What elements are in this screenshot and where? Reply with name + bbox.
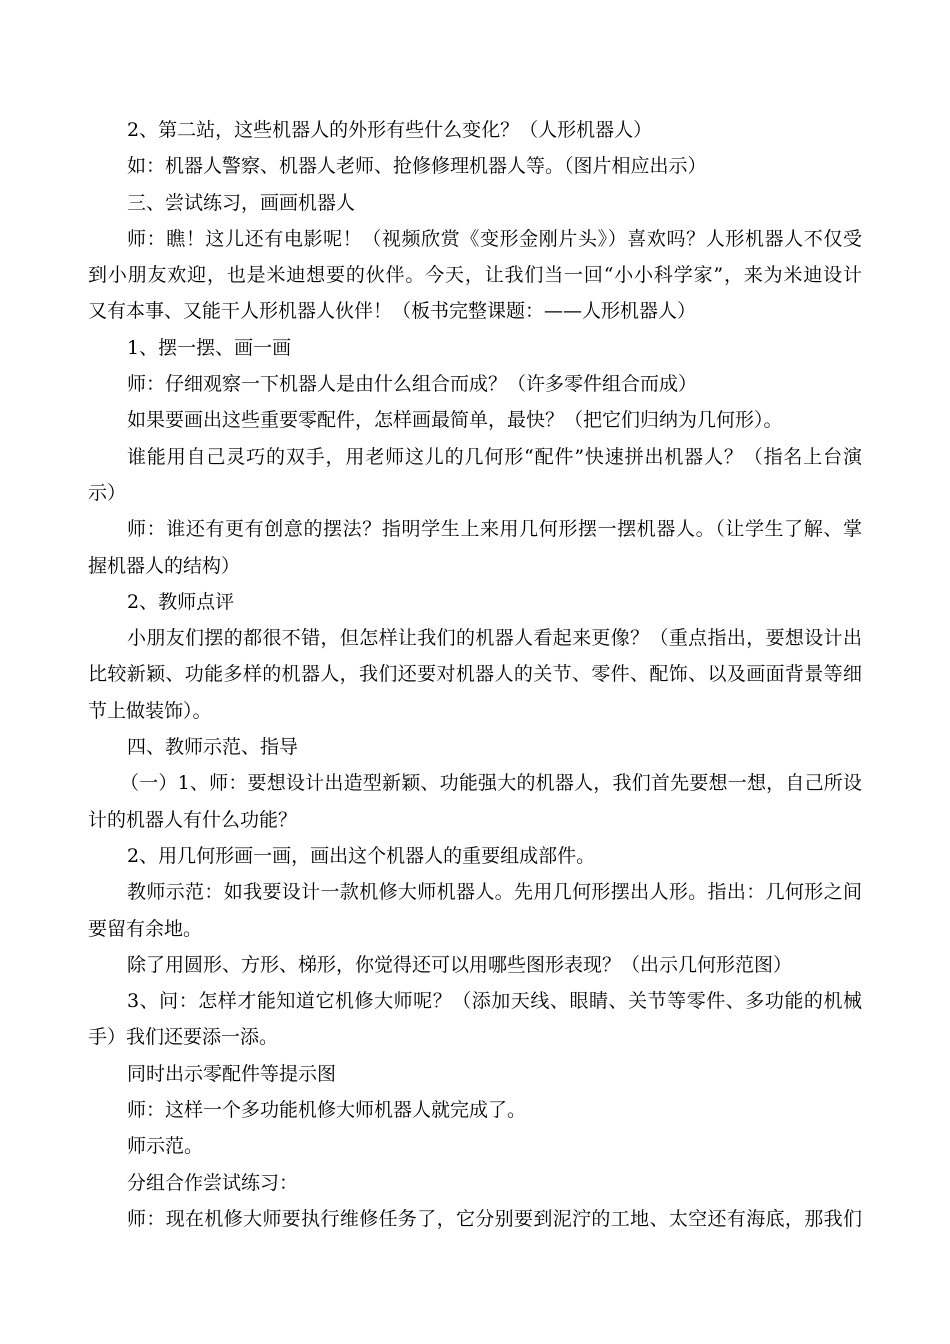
paragraph xyxy=(88,1165,862,1201)
section-heading xyxy=(88,185,862,221)
paragraph xyxy=(88,1128,862,1164)
paragraph xyxy=(88,1201,862,1237)
paragraph xyxy=(88,112,862,148)
subsection-heading xyxy=(88,330,862,366)
text-line: 要留有余地。 xyxy=(88,917,203,940)
paragraph xyxy=(88,221,862,330)
text-line: 师：现在机修大师要执行维修任务了，它分别要到泥泞的工地、太空还有海底，那我们 xyxy=(127,1207,862,1230)
paragraph xyxy=(88,983,862,1056)
text-line: 教师示范：如我要设计一款机修大师机器人。先用几何形摆出人形。指出：几何形之间 xyxy=(127,881,862,904)
paragraph xyxy=(88,874,862,947)
paragraph xyxy=(88,947,862,983)
subsection-heading xyxy=(88,584,862,620)
text-line: （一）1、师：要想设计出造型新颖、功能强大的机器人，我们首先要想一想，自己所设 xyxy=(120,772,862,795)
text-line: 师：仔细观察一下机器人是由什么组合而成？（许多零件组合而成） xyxy=(127,373,698,396)
paragraph xyxy=(88,620,862,729)
section-heading xyxy=(88,729,862,765)
text-line: 比较新颖、功能多样的机器人，我们还要对机器人的关节、零件、配饰、以及画面背景等细 xyxy=(88,663,862,686)
text-line: 节上做装饰）。 xyxy=(88,699,212,722)
paragraph xyxy=(88,511,862,584)
text-line: 分组合作尝试练习： xyxy=(127,1171,299,1194)
paragraph xyxy=(88,1092,862,1128)
paragraph xyxy=(88,838,862,874)
text-line: 握机器人的结构） xyxy=(88,554,241,577)
paragraph xyxy=(88,1056,862,1092)
paragraph xyxy=(88,402,862,438)
text-line: 2、教师点评 xyxy=(127,590,235,613)
text-line: 师：这样一个多功能机修大师机器人就完成了。 xyxy=(127,1099,527,1122)
text-line: 2、用几何形画一画，画出这个机器人的重要组成部件。 xyxy=(127,844,596,867)
text-line: 计的机器人有什么功能？ xyxy=(88,808,298,831)
text-line: 谁能用自己灵巧的双手，用老师这儿的几何形“配件”快速拼出机器人？（指名上台演 xyxy=(127,445,862,468)
text-line: 2、第二站，这些机器人的外形有些什么变化？（人形机器人） xyxy=(127,119,653,141)
text-line: 师：瞧！这儿还有电影呢！（视频欣赏《变形金刚片头》）喜欢吗？人形机器人不仅受 xyxy=(127,227,862,250)
paragraph xyxy=(88,765,862,838)
text-line: 小朋友们摆的都很不错，但怎样让我们的机器人看起来更像？（重点指出，要想设计出 xyxy=(127,627,862,650)
text-line: 同时出示零配件等提示图 xyxy=(127,1062,337,1085)
text-line: 到小朋友欢迎，也是米迪想要的伙伴。今天，让我们当一回“小小科学家”，来为米迪设计 xyxy=(88,264,862,287)
text-line: 3、问：怎样才能知道它机修大师呢？（添加天线、眼睛、关节等零件、多功能的机械 xyxy=(127,990,862,1013)
text-line: 四、教师示范、指导 xyxy=(127,736,299,759)
text-line: 如：机器人警察、机器人老师、抢修修理机器人等。（图片相应出示） xyxy=(127,155,707,178)
text-line: 三、尝试练习，画画机器人 xyxy=(127,191,356,214)
paragraph xyxy=(88,366,862,402)
text-line: 又有本事、又能干人形机器人伙伴！（板书完整课题：——人形机器人） xyxy=(88,300,697,323)
paragraph xyxy=(88,439,862,512)
text-line: 师：谁还有更有创意的摆法？指明学生上来用几何形摆一摆机器人。（让学生了解、掌 xyxy=(127,518,862,541)
text-line: 示） xyxy=(88,481,127,504)
paragraph xyxy=(88,148,862,184)
text-line: 手）我们还要添一添。 xyxy=(88,1026,279,1049)
text-line: 师示范。 xyxy=(127,1135,204,1158)
document-body xyxy=(88,112,862,1237)
text-line: 如果要画出这些重要零配件，怎样画最简单，最快？（把它们归纳为几何形）。 xyxy=(127,409,783,432)
text-line: 1、摆一摆、画一画 xyxy=(127,336,292,359)
text-line: 除了用圆形、方形、梯形，你觉得还可以用哪些图形表现？（出示几何形范图） xyxy=(127,953,793,976)
